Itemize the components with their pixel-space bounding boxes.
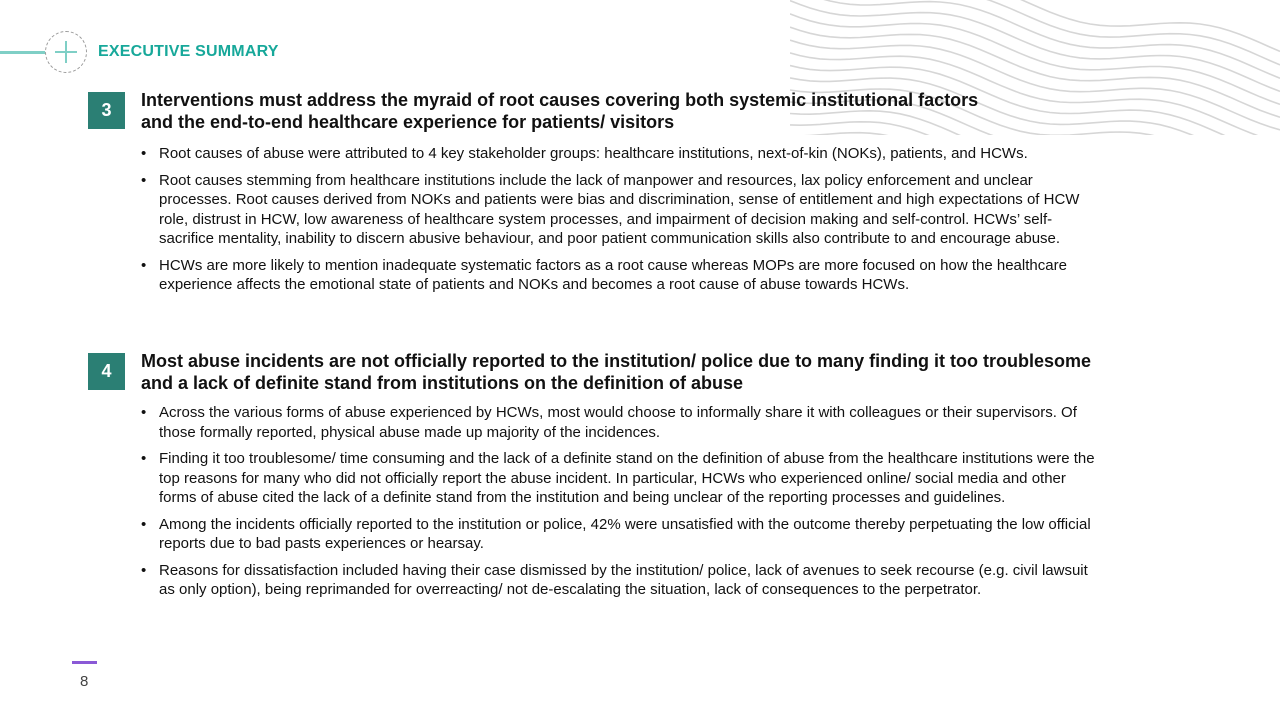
section-heading xyxy=(141,89,1151,133)
page-number: 8 xyxy=(80,673,89,690)
page-number-accent xyxy=(72,661,97,664)
section-heading-line: Interventions must address the myraid of root causes covering both systemic institutional factors xyxy=(141,90,979,110)
bullet-list xyxy=(141,144,1101,302)
plus-icon xyxy=(45,31,87,73)
section-heading-line: Most abuse incidents are not officially reported to the institution/ police due to many finding it too troublesome xyxy=(141,351,1092,371)
section-number-badge: 4 xyxy=(88,353,125,390)
header-accent-line xyxy=(0,51,46,54)
section-heading xyxy=(141,350,1151,394)
section-number-badge: 3 xyxy=(88,92,125,129)
bullet-item: • Reasons for dissatisfaction included having their case dismissed by the institution/ police, lack of avenues to seek recourse (e.g. civil lawsuit as only option), being reprimanded for overreacting/ not de-escalating the situation, lack of consequences to the perpetrator. xyxy=(141,561,1101,600)
bullet-item: • Root causes stemming from healthcare institutions include the lack of manpower and resources, lax policy enforcement and unclear processes. Root causes derived from NOKs and patients were bias and discrimination, sense of entitlement and high expectations of HCW role, distrust in HCW, low awareness of healthcare system processes, and impairment of decision making and self-control. HCWs’ self-sacrifice mentality, inability to discern abusive behaviour, and poor patient communication skills also contribute to and encourage abuse. xyxy=(141,171,1101,249)
wave-line xyxy=(790,0,1280,51)
bullet-item: • Finding it too troublesome/ time consuming and the lack of a definite stand on the definition of abuse from the healthcare institutions were the top reasons for many who did not officially report the abuse incident. In particular, HCWs who experienced online/ social media and other forms of abuse cited the lack of a definite stand from the institution and being unclear of the reporting processes and guidelines. xyxy=(141,449,1101,508)
bullet-list xyxy=(141,403,1101,607)
bullet-item: • HCWs are more likely to mention inadequate systematic factors as a root cause whereas MOPs are more focused on how the healthcare experience affects the emotional state of patients and NOKs and becomes a root cause of abuse towards HCWs. xyxy=(141,256,1101,295)
bullet-item: • Root causes of abuse were attributed to 4 key stakeholder groups: healthcare institutions, next-of-kin (NOKs), patients, and HCWs. xyxy=(141,144,1101,164)
section-heading-line: and the end-to-end healthcare experience for patients/ visitors xyxy=(141,112,675,132)
section-heading-line: and a lack of definite stand from institutions on the definition of abuse xyxy=(141,373,744,393)
wave-line xyxy=(790,1,1280,92)
bullet-item: • Among the incidents officially reported to the institution or police, 42% were unsatisfied with the outcome thereby perpetuating the low official reports due to bad pasts experiences or hearsay. xyxy=(141,515,1101,554)
bullet-item: • Across the various forms of abuse experienced by HCWs, most would choose to informally share it with colleagues or their supervisors. Of those formally reported, physical abuse made up majority of the incidences. xyxy=(141,403,1101,442)
wave-line xyxy=(790,0,1280,78)
section-label: EXECUTIVE SUMMARY xyxy=(98,43,279,60)
